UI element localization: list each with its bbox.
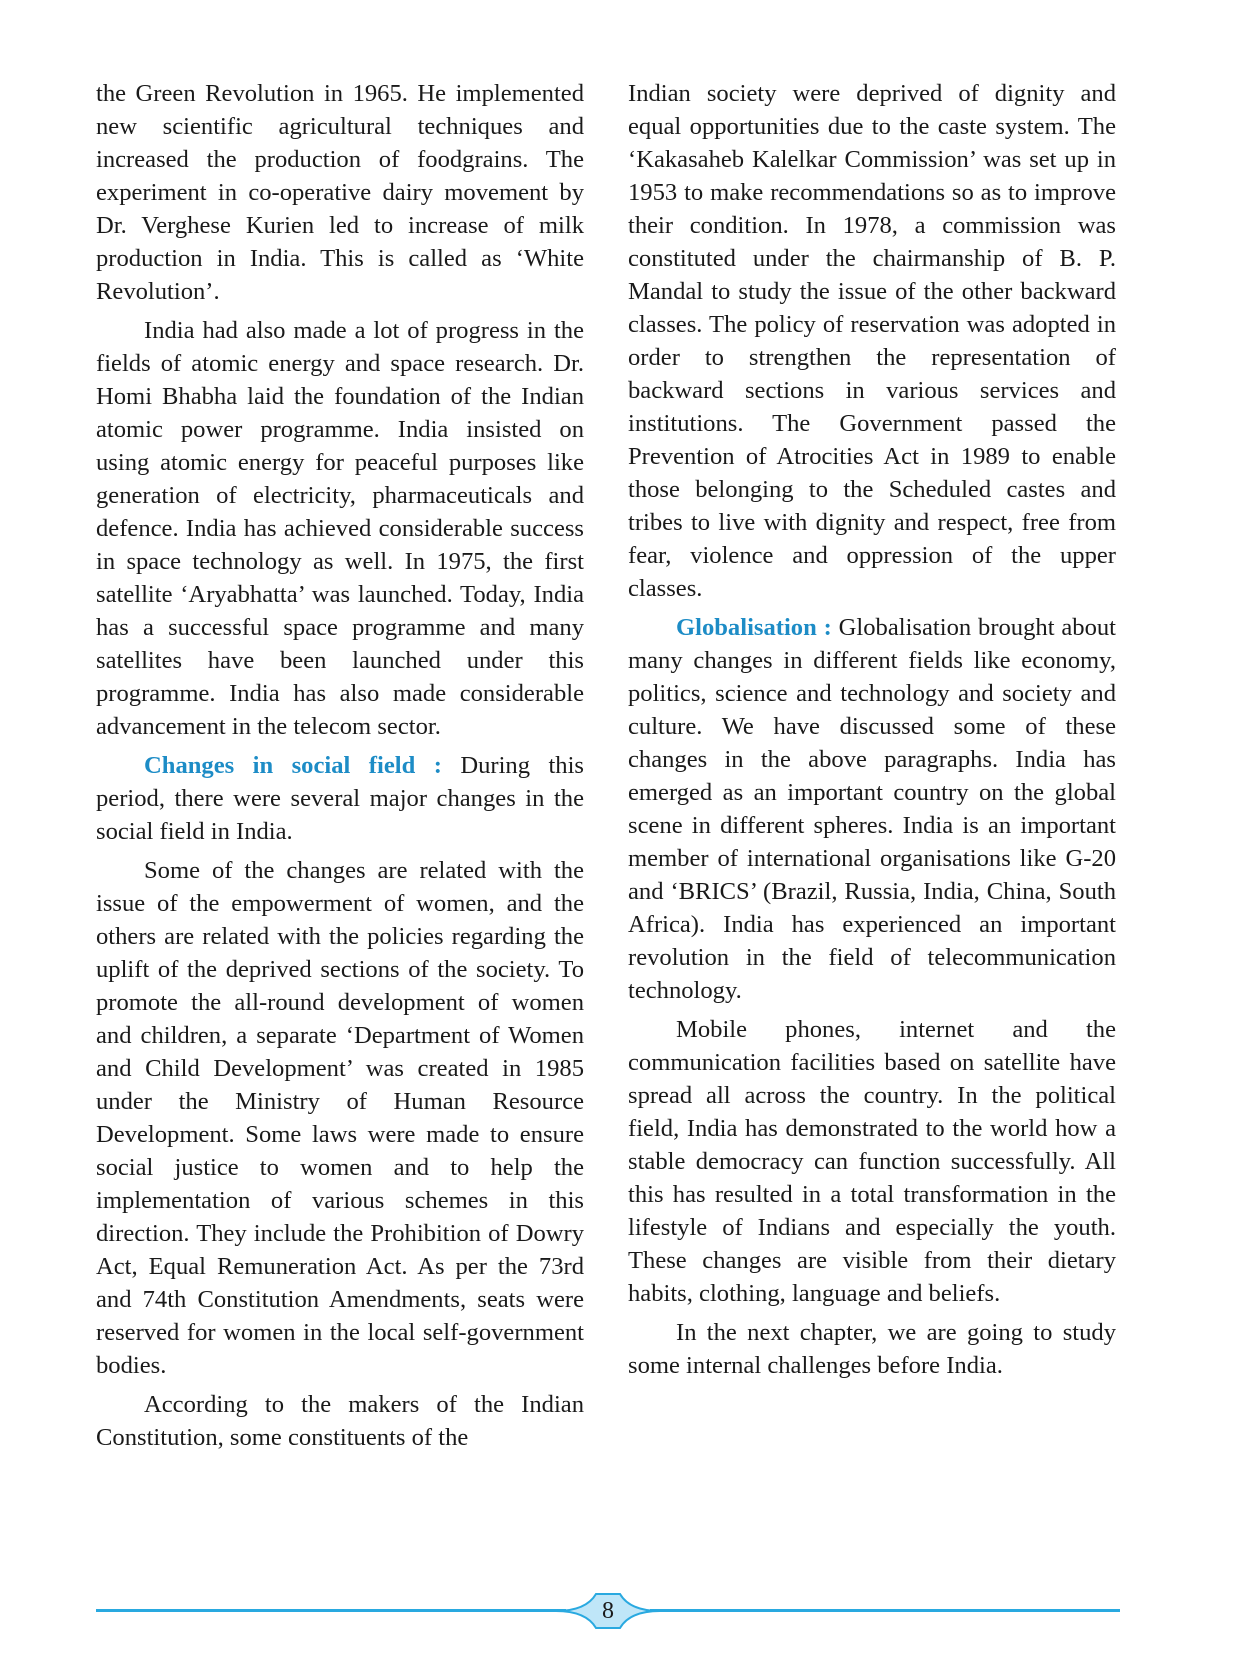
paragraph-mobile-phones: Mobile phones, internet and the communication facilities based on satellite have spread all across the country. In the political field, India has demonstrated to the world how a stable democracy can function successfully. All this has resulted in a total transformation in the lifestyle of Indians and especially the youth. These changes are visible from their dietary habits, clothing, language and beliefs.: [628, 1016, 1116, 1307]
paragraph-next-chapter: In the next chapter, we are going to study some internal challenges before India.: [628, 1319, 1116, 1379]
footer-rule-left: [96, 1609, 566, 1612]
paragraph-women-empowerment: Some of the changes are related with the issue of the empowerment of women, and the others are related with the policies regarding the uplift of the deprived sections of the society. To promote the all-round development of women and children, a separate ‘Department of Women and Child Development’ was created in 1985 under the Ministry of Human Resource Development. Some laws were made to ensure social justice to women and to help the implementation of various schemes in this direction. They include the Prohibition of Dowry Act, Equal Remuneration Act. As per the 73rd and 74th Constitution Amendments, seats were reserved for women in the local self-government bodies.: [96, 857, 584, 1379]
page-number-badge: [556, 1590, 660, 1632]
paragraph-deprived-sections: Indian society were deprived of dignity and equal opportunities due to the caste system. The ‘Kakasaheb Kalelkar Commission’ was set up in 1953 to make recommendations so as to improve their condition. In 1978, a commission was constituted under the chairmanship of B. P. Mandal to study the issue of the other backward classes. The policy of reservation was adopted in order to strengthen the representation of backward sections in various services and institutions. The Government passed the Prevention of Atrocities Act in 1989 to enable those belonging to the Scheduled castes and tribes to live with dignity and respect, free from fear, violence and oppression of the upper classes.: [628, 80, 1116, 602]
paragraph-social-field-text: During this period, there were several major changes in the social field in India.: [96, 752, 584, 845]
left-column: [96, 77, 584, 1460]
paragraph-globalisation: [628, 611, 1116, 1007]
page-number: 8: [602, 1598, 614, 1624]
paragraph-globalisation-text: Globalisation brought about many changes in different fields like economy, politics, science and technology and society and culture. We have discussed some of these changes in the above paragraphs. India has emerged as an important country on the global scene in different spheres. India is an important member of international organisations like G-20 and ‘BRICS’ (Brazil, Russia, India, China, South Africa). India has experienced an important revolution in the field of telecommunication technology.: [628, 614, 1117, 1004]
right-column: [628, 77, 1116, 1388]
paragraph-green-revolution: the Green Revolution in 1965. He implemented new scientific agricultural techniques and increased the production of foodgrains. The experiment in co-operative dairy movement by Dr. Verghese Kurien led to increase of milk production in India. This is called as ‘White Revolution’.: [96, 80, 584, 305]
footer-rule-right: [650, 1609, 1120, 1612]
paragraph-atomic-space: India had also made a lot of progress in the fields of atomic energy and space research. Dr. Homi Bhabha laid the foundation of the Indian atomic power programme. India insisted on using atomic energy for peaceful purposes like generation of electricity, pharmaceuticals and defence. India has achieved considerable success in space technology as well. In 1975, the first satellite ‘Aryabhatta’ was launched. Today, India has a successful space programme and many satellites have been launched under this programme. India has also made considerable advancement in the telecom sector.: [96, 317, 584, 740]
paragraph-social-field: [96, 749, 584, 848]
heading-globalisation: Globalisation :: [676, 614, 832, 641]
heading-changes-in-social-field: Changes in social field :: [144, 752, 442, 779]
paragraph-constitution: According to the makers of the Indian Constitution, some constituents of the: [96, 1391, 584, 1451]
